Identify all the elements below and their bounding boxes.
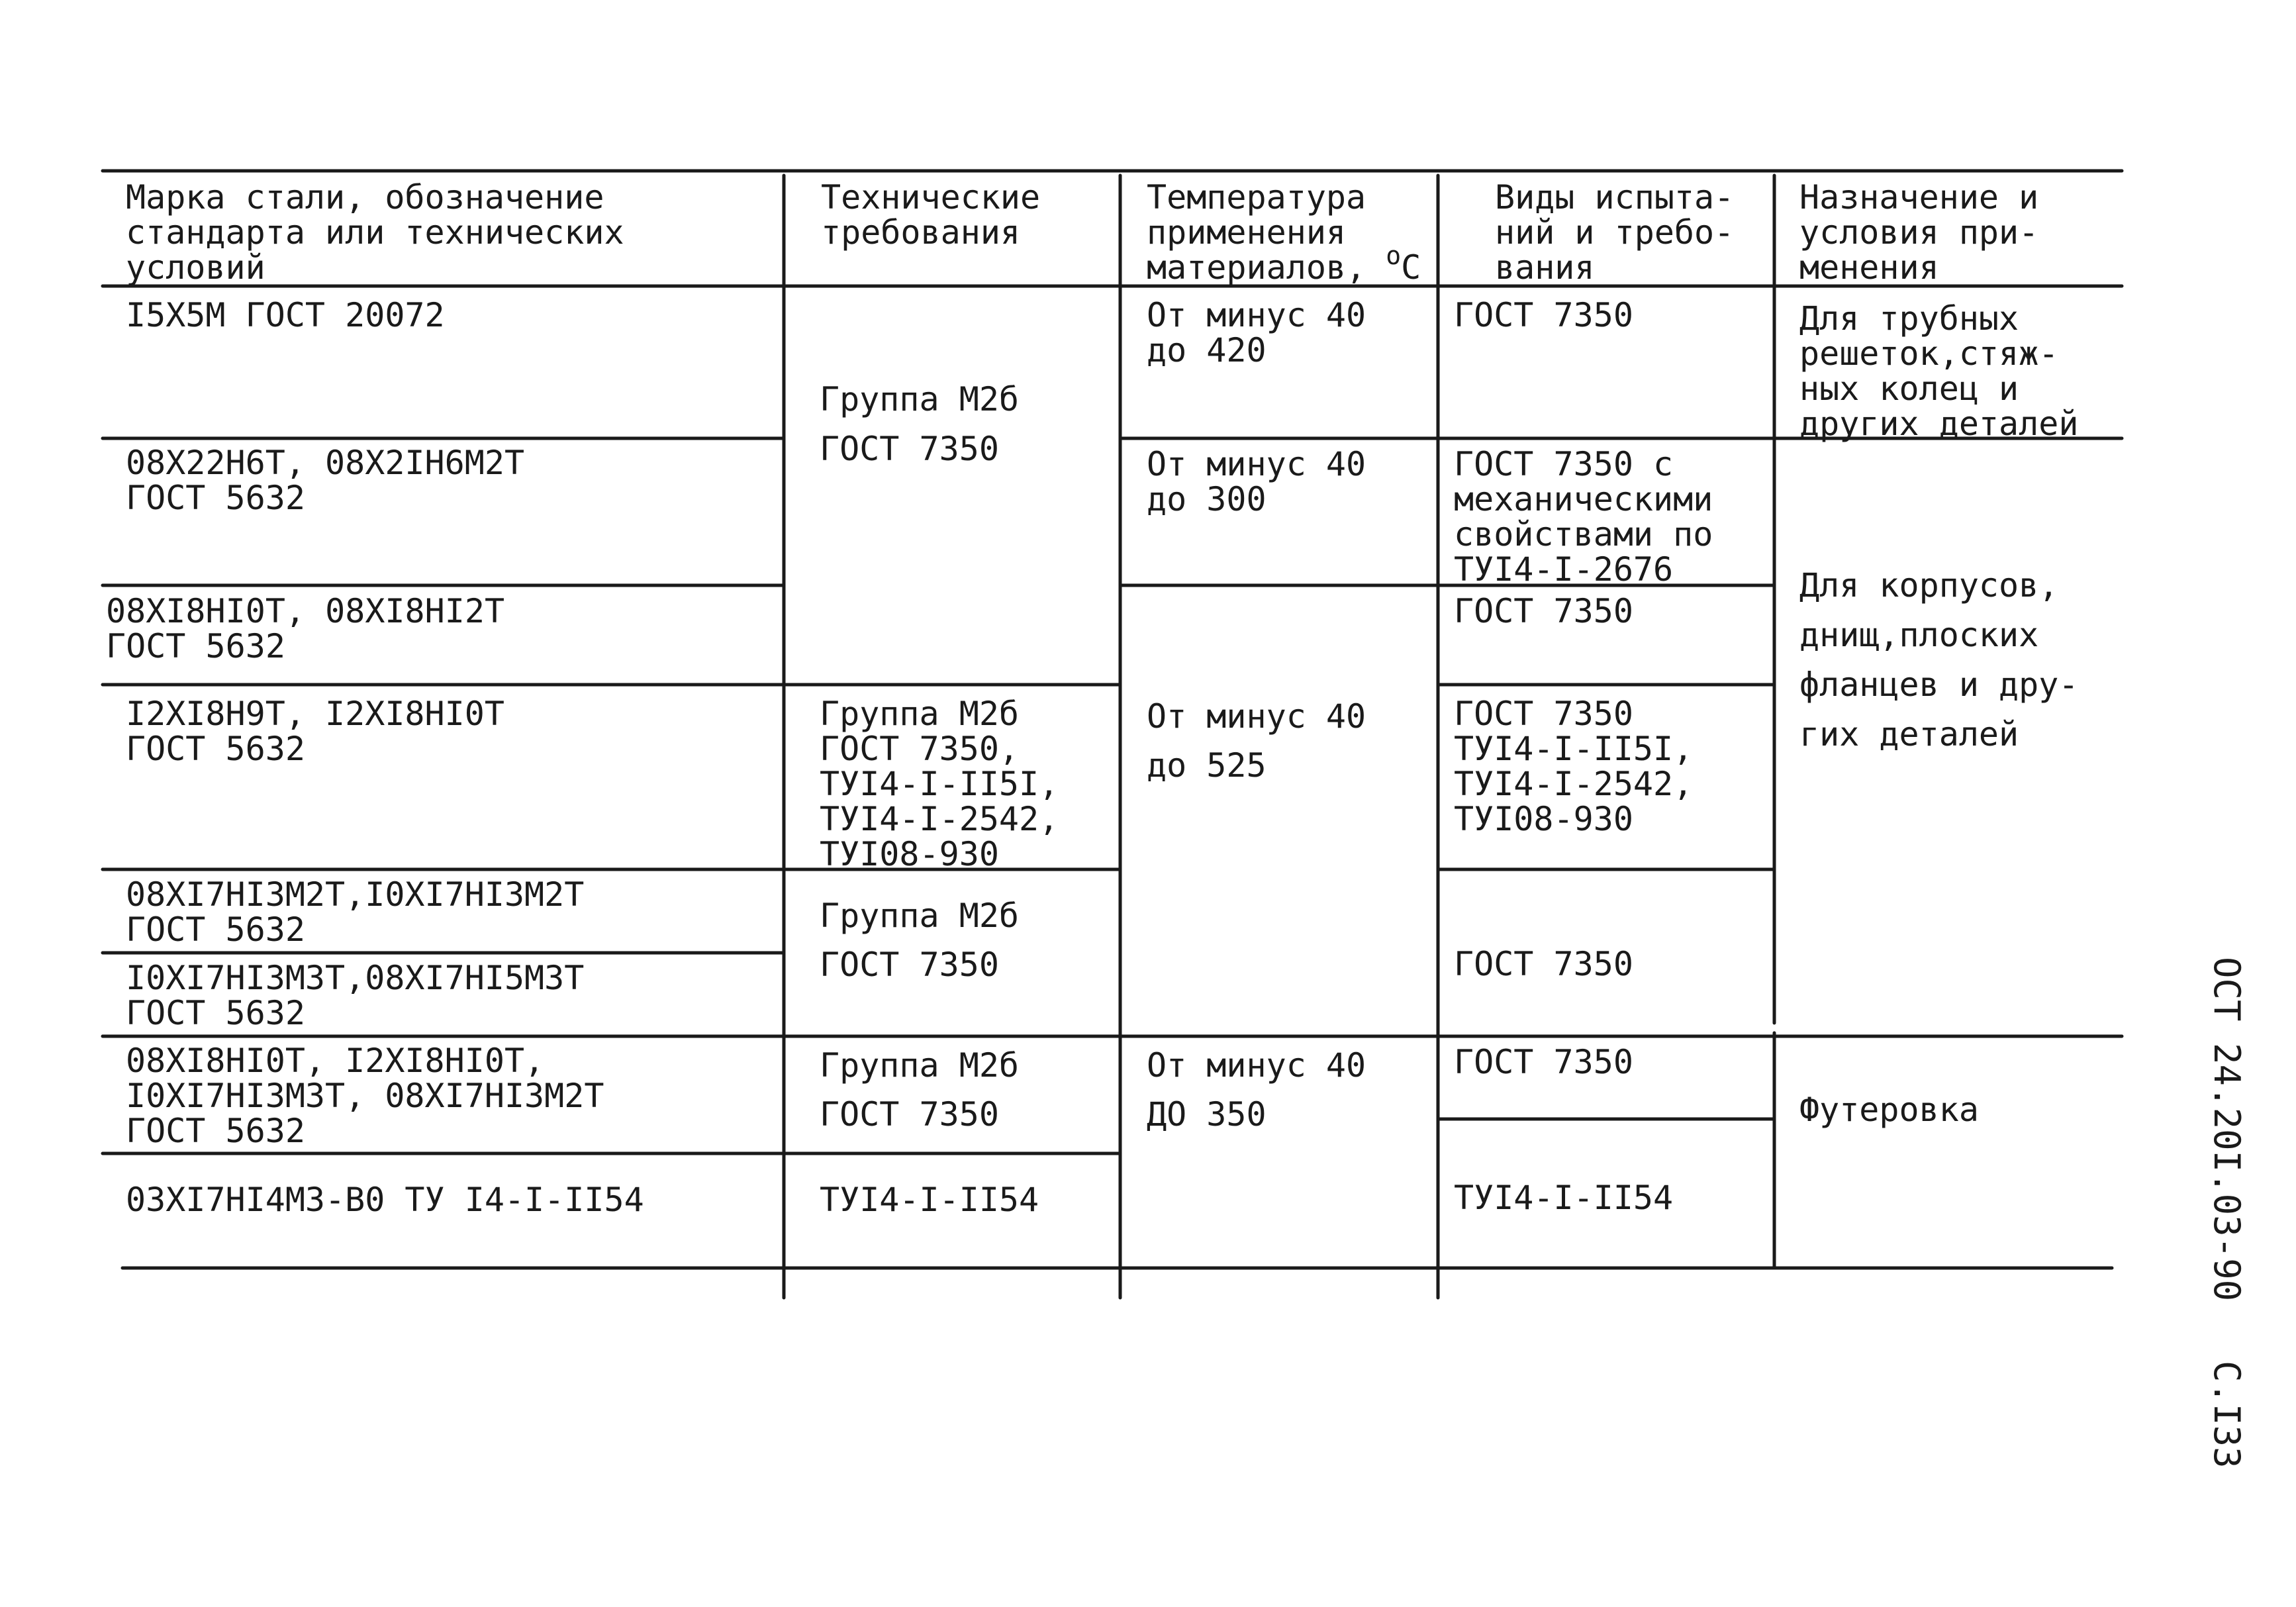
temperature-cell: От минус 40 ДО 350 [1147, 1046, 1366, 1134]
tests-cell: ТУI4-I-II54 [1454, 1179, 1674, 1217]
temperature-cell: От минус 40 до 420 [1147, 296, 1366, 369]
header-temperature [1147, 180, 1421, 285]
tests-cell: ГОСТ 7350 [1454, 945, 1633, 983]
temperature-cell: От минус 40 до 525 [1147, 697, 1366, 785]
header-temperature-degree: о [1386, 241, 1402, 270]
tests-cell: ГОСТ 7350 [1454, 296, 1633, 334]
header-temperature-unit: С [1401, 248, 1421, 287]
temperature-cell: От минус 40 до 300 [1147, 445, 1366, 518]
requirements-cell: Группа М2б ГОСТ 7350 [820, 897, 1020, 984]
header-requirements: Технические требования [821, 178, 1041, 252]
tests-cell: ГОСТ 7350 с механическими свойствами по ТУI4-I-2676 [1454, 445, 1713, 589]
tests-cell: ГОСТ 7350 [1454, 592, 1633, 630]
requirements-cell: Группа М2б ГОСТ 7350, ТУI4-I-II5I, ТУI4-I-2542, ТУI08-930 [820, 695, 1059, 873]
header-purpose: Назначение и условия при- менения [1799, 178, 2039, 287]
document-number: ОСТ 24.20I.03-90 [2206, 957, 2248, 1302]
tests-cell: ГОСТ 7350 [1454, 1043, 1633, 1081]
grade-cell: 08XI8HI0T, I2XI8HI0T, I0XI7HI3M3T, 08XI7HI3M2T ГОСТ 5632 [126, 1042, 604, 1150]
page-number: С.I33 [2206, 1361, 2248, 1469]
grade-cell: I5X5M ГОСТ 20072 [126, 296, 445, 334]
grade-cell: I0XI7HI3M3T,08XI7HI5M3T ГОСТ 5632 [126, 959, 585, 1032]
grade-cell: I2XI8H9T, I2XI8HI0T ГОСТ 5632 [126, 695, 504, 768]
header-temperature-text: Температура применения материалов, [1147, 178, 1366, 287]
grade-cell: 08X22H6T, 08X2IH6M2T ГОСТ 5632 [126, 444, 525, 517]
requirements-cell: Группа М2б ГОСТ 7350 [820, 1046, 1020, 1134]
grade-cell: 03XI7HI4M3-B0 ТУ I4-I-II54 [126, 1181, 644, 1219]
requirements-cell: ТУI4-I-II54 [820, 1181, 1039, 1219]
grade-cell: 08XI7HI3M2T,I0XI7HI3M2T ГОСТ 5632 [126, 875, 585, 949]
requirements-cell: Группа М2б ГОСТ 7350 [820, 380, 1020, 468]
grade-cell: 08XI8HI0T, 08XI8HI2T ГОСТ 5632 [106, 592, 505, 665]
tests-cell: ГОСТ 7350 ТУI4-I-II5I, ТУI4-I-2542, ТУI08-930 [1454, 695, 1694, 838]
header-grade: Марка стали, обозначение стандарта или технических условий [126, 178, 624, 287]
purpose-cell: Для корпусов, днищ,плоских фланцев и дру- гих деталей [1799, 566, 2079, 754]
purpose-cell: Футеровка [1799, 1091, 1979, 1129]
header-tests: Виды испыта- ний и требо- вания [1495, 178, 1735, 287]
purpose-cell: Для трубных решеток,стяж- ных колец и других деталей [1799, 299, 2079, 443]
